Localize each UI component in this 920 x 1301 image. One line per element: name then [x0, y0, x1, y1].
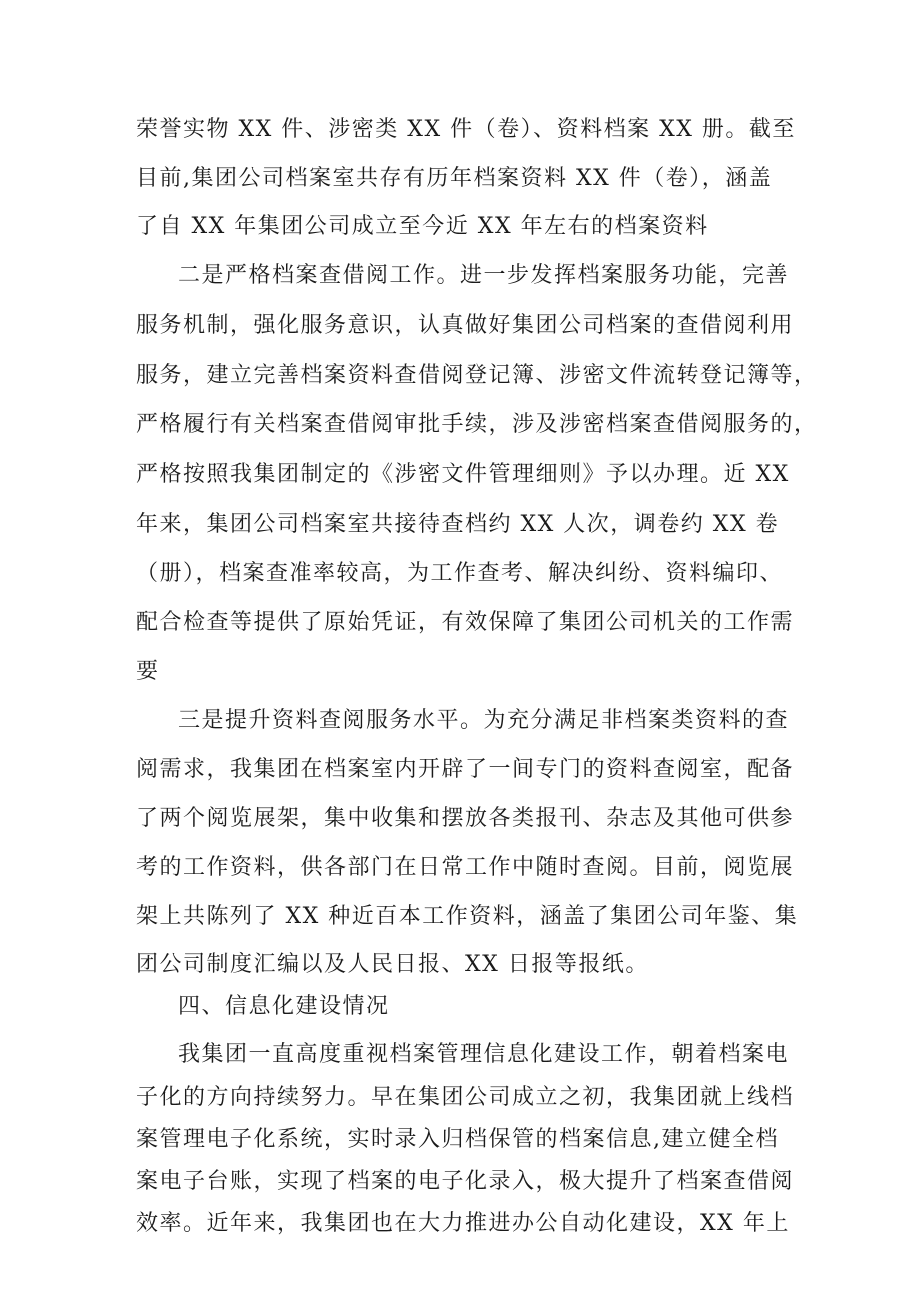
text-line: 荣誉实物 XX 件、涉密类 XX 件（卷）、资料档案 XX 册。截至 — [136, 117, 796, 142]
text-line: 阅需求，我集团在档案室内开辟了一间专门的资料查阅室，配备 — [136, 757, 795, 782]
text-line: 子化的方向持续努力。早在集团公司成立之初，我集团就上线档 — [136, 1085, 795, 1110]
text-line: 配合检查等提供了原始凭证，有效保障了集团公司机关的工作需 — [136, 610, 795, 635]
text-line: 服务，建立完善档案资料查借阅登记簿、涉密文件流转登记簿等， — [136, 363, 818, 388]
text-line: 严格履行有关档案查借阅审批手续，涉及涉密档案查借阅服务的， — [136, 412, 818, 437]
text-line: 严格按照我集团制定的《涉密文件管理细则》予以办理。近 XX — [136, 462, 790, 487]
text-line: 我集团一直高度重视档案管理信息化建设工作，朝着档案电 — [178, 1042, 790, 1067]
text-line: 团公司制度汇编以及人民日报、XX 日报等报纸。 — [136, 952, 649, 977]
text-line: （册），档案查准率较高，为工作查考、解决纠纷、资料编印、 — [136, 561, 784, 586]
text-line: 要 — [136, 659, 160, 684]
text-line: 服务机制，强化服务意识，认真做好集团公司档案的查借阅利用 — [136, 313, 795, 338]
text-line: 考的工作资料，供各部门在日常工作中随时查阅。目前，阅览展 — [136, 855, 795, 880]
section-heading-text: 四、信息化建设情况 — [178, 994, 390, 1019]
text-line: 目前,集团公司档案室共存有历年档案资料 XX 件（卷），涵盖 — [136, 166, 773, 191]
text-line: 案管理电子化系统，实时录入归档保管的档案信息,建立健全档 — [136, 1127, 779, 1152]
text-line: 二是严格档案查借阅工作。进一步发挥档案服务功能，完善 — [178, 263, 790, 288]
text-line: 案电子台账，实现了档案的电子化录入，极大提升了档案查借阅 — [136, 1169, 795, 1194]
text-line: 了两个阅览展架，集中收集和摆放各类报刊、杂志及其他可供参 — [136, 806, 795, 831]
text-line: 三是提升资料查阅服务水平。为充分满足非档案类资料的查 — [178, 708, 790, 733]
text-line: 了自 XX 年集团公司成立至今近 XX 年左右的档案资料 — [136, 214, 709, 239]
text-line: 年来，集团公司档案室共接待查档约 XX 人次，调卷约 XX 卷 — [136, 512, 780, 537]
text-line: 架上共陈列了 XX 种近百本工作资料，涵盖了集团公司年鉴、集 — [136, 904, 799, 929]
text-line: 效率。近年来，我集团也在大力推进办公自动化建设，XX 年上 — [136, 1211, 790, 1236]
